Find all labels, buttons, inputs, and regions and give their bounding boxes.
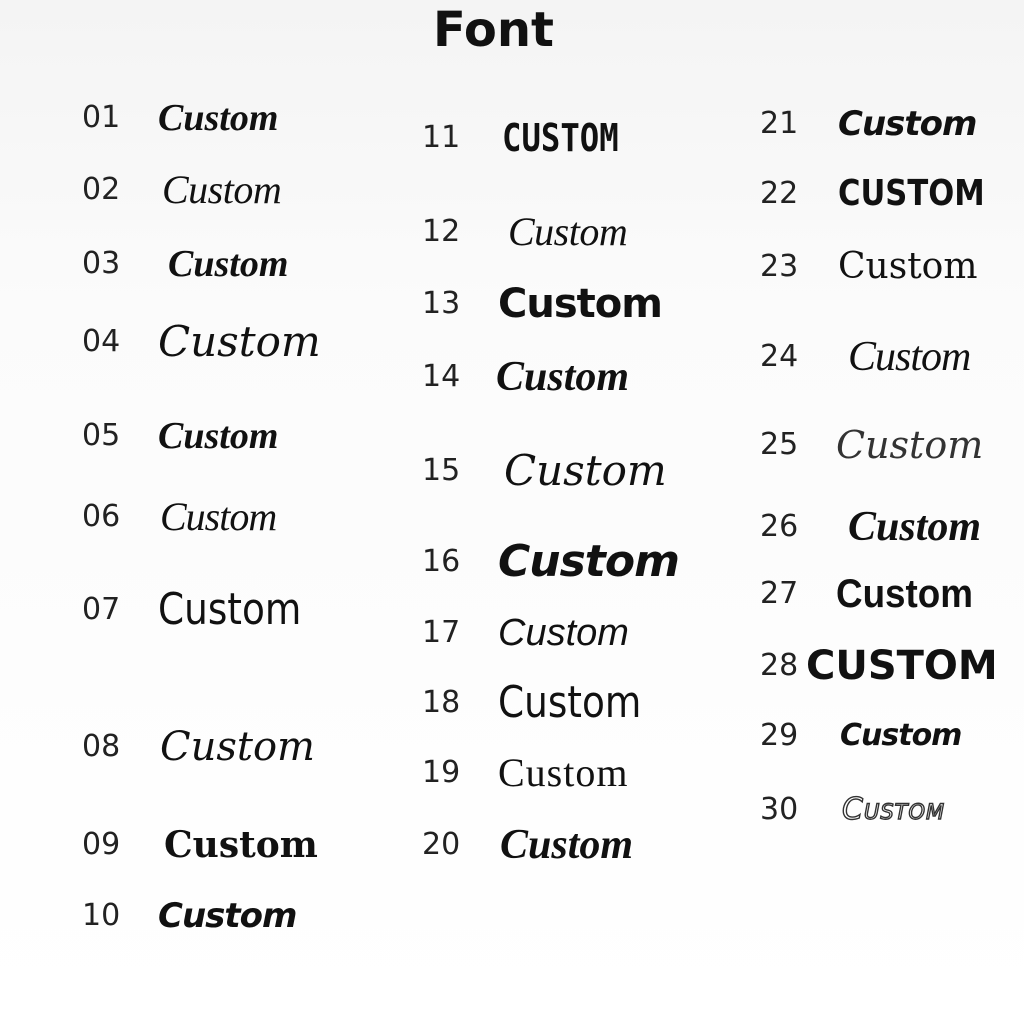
font-number: 26	[760, 509, 799, 544]
font-number: 18	[422, 685, 461, 720]
font-option-13[interactable]	[422, 274, 682, 334]
font-sample: Custom	[162, 167, 282, 212]
font-number: 04	[82, 324, 121, 359]
font-sample: Custom	[498, 612, 629, 654]
font-sample: Custom	[498, 281, 662, 327]
font-number: 07	[82, 592, 121, 627]
font-number: 09	[82, 827, 121, 862]
font-option-21[interactable]	[760, 94, 1020, 154]
font-option-08[interactable]	[82, 717, 342, 777]
font-number: 10	[82, 898, 121, 933]
font-number: 06	[82, 499, 121, 534]
font-sample: Custom	[158, 97, 279, 139]
font-sample: Custom	[838, 246, 978, 287]
font-number: 24	[760, 339, 799, 374]
font-sample: Custom	[838, 104, 977, 144]
font-option-20[interactable]	[422, 815, 682, 875]
font-number: 20	[422, 827, 461, 862]
font-sample: Custom	[158, 896, 297, 936]
font-sample: Custom	[836, 423, 984, 467]
font-sample: Custom	[160, 724, 315, 770]
font-option-02[interactable]	[82, 160, 342, 220]
font-sample: Custom	[158, 584, 302, 635]
font-option-28[interactable]	[760, 636, 1020, 696]
font-option-29[interactable]	[760, 706, 1020, 766]
font-option-17[interactable]	[422, 603, 682, 663]
font-option-23[interactable]	[760, 237, 1020, 297]
font-sample: Custom	[848, 334, 971, 380]
font-number: 13	[422, 286, 461, 321]
font-sample: Custom	[500, 822, 634, 868]
font-number: 29	[760, 718, 799, 753]
font-sample: Custom	[498, 750, 629, 795]
page-title: Font	[433, 2, 554, 58]
font-number: 16	[422, 544, 461, 579]
font-number: 25	[760, 427, 799, 462]
font-number: 01	[82, 100, 121, 135]
font-sample: CUSTOM	[806, 643, 998, 689]
font-number: 03	[82, 246, 121, 281]
font-option-19[interactable]	[422, 743, 682, 803]
font-number: 30	[760, 792, 799, 827]
font-option-24[interactable]	[760, 327, 1020, 387]
font-option-16[interactable]	[422, 532, 682, 592]
font-number: 17	[422, 615, 461, 650]
font-option-05[interactable]	[82, 406, 342, 466]
font-sample: Custom	[498, 536, 679, 587]
font-option-15[interactable]	[422, 441, 682, 501]
font-sample: Custom	[504, 446, 667, 495]
font-option-04[interactable]	[82, 312, 342, 372]
font-option-26[interactable]	[760, 497, 1020, 557]
font-option-12[interactable]	[422, 202, 682, 262]
font-option-01[interactable]	[82, 88, 342, 148]
font-option-11[interactable]	[422, 108, 682, 168]
font-number: 22	[760, 176, 799, 211]
font-sample: Custom	[508, 209, 628, 254]
font-option-06[interactable]	[82, 487, 342, 547]
font-number: 14	[422, 359, 461, 394]
font-number: 12	[422, 214, 461, 249]
font-sample: Custom	[160, 494, 277, 539]
font-sample: Custom	[158, 415, 279, 457]
font-sample: Custom	[840, 718, 962, 753]
font-number: 23	[760, 249, 799, 284]
font-number: 15	[422, 453, 461, 488]
font-sample: Custom	[164, 824, 318, 866]
font-option-27[interactable]	[760, 564, 1020, 624]
font-sample: Custom	[848, 504, 982, 550]
font-option-22[interactable]	[760, 164, 1020, 224]
font-option-07[interactable]	[82, 580, 342, 640]
font-option-14[interactable]	[422, 347, 682, 407]
font-option-25[interactable]	[760, 415, 1020, 475]
font-number: 28	[760, 648, 799, 683]
font-number: 27	[760, 576, 799, 611]
font-number: 02	[82, 172, 121, 207]
font-sample: Custom	[496, 354, 630, 400]
font-option-03[interactable]	[82, 234, 342, 294]
font-sample: Custom	[168, 243, 289, 285]
font-number: 08	[82, 729, 121, 764]
font-number: 11	[422, 120, 461, 155]
font-sample: Custom	[158, 317, 321, 366]
font-option-10[interactable]	[82, 886, 342, 946]
font-option-09[interactable]	[82, 815, 342, 875]
font-sample: Custom	[498, 677, 642, 728]
font-sample: Custom	[842, 792, 946, 827]
font-option-18[interactable]	[422, 673, 682, 733]
font-sample: CUSTOM	[838, 173, 985, 214]
font-number: 19	[422, 755, 461, 790]
font-number: 05	[82, 418, 121, 453]
font-sample: Custom	[836, 572, 973, 616]
font-number: 21	[760, 106, 799, 141]
font-sample: CUSTOM	[502, 116, 619, 160]
font-option-30[interactable]	[760, 780, 1020, 840]
